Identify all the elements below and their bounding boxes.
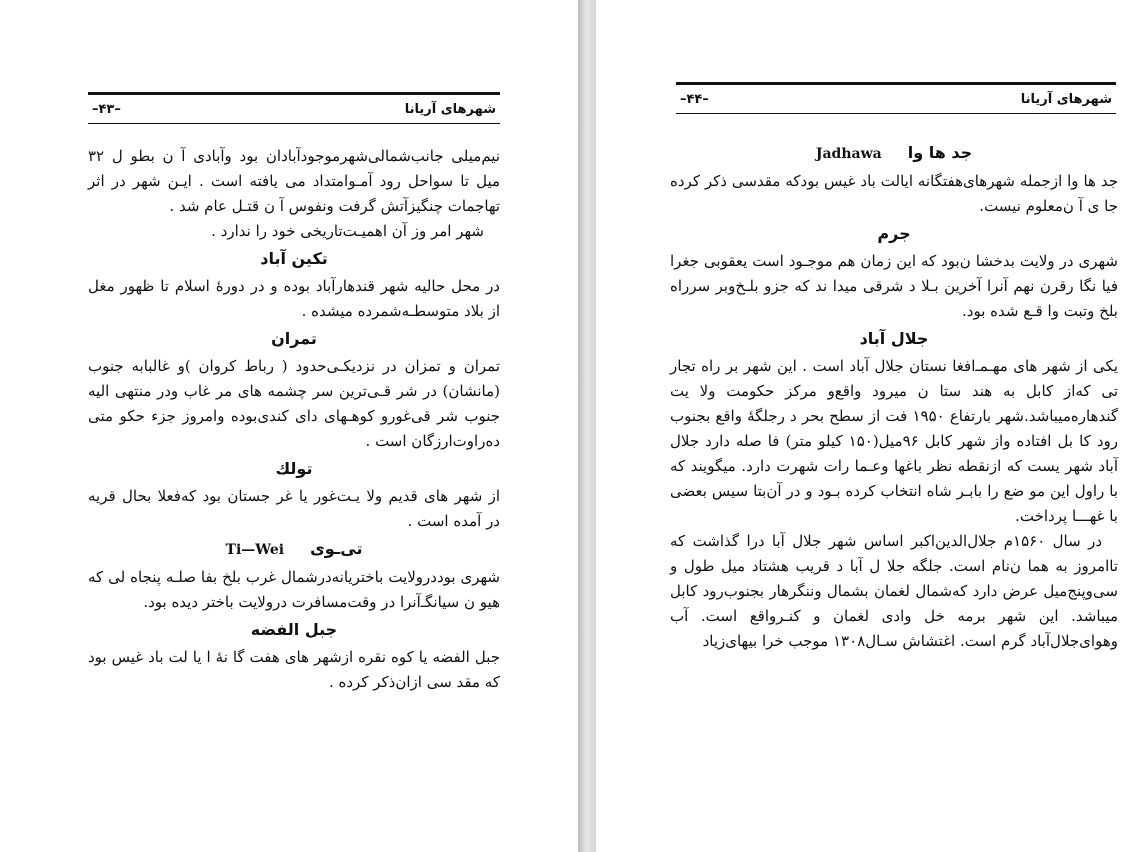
page-number: –۴۴– xyxy=(680,91,709,107)
heading-text: جلال آباد xyxy=(859,329,929,348)
heading-text: جبل الفضه xyxy=(250,620,338,639)
left-page-body xyxy=(88,144,500,695)
right-page-body xyxy=(670,138,1118,654)
paragraph: یکی از شهر های مهـمـ‌افغا نستان جلال آباد است . این شهر بر راه تجار تی که‌از کابل به هند ستا ن میرود واقع‌و مرکز حکومت ولا یت گندهاره‌میباشد.شهر بارتفاع ۱۹۵۰ فت از سطح بحر د رجلگهٔ واقع بجنوب رود کا بل افتاده واز شهر کابل ۹۶میل(۱۵۰ کیلو متر) فا صله دارد جلال آباد شهر یست که ازنقطه نظر باغها وعـما رات شهرت دارد. میگویند که با راول این مو ضع را بابـر شاه انتخاب کرده بـود و در آن‌بتا سیس بعضی با غهـــا پرداخت. xyxy=(670,357,1118,525)
running-title: شهرهای آریانا xyxy=(1020,91,1112,107)
section-heading xyxy=(88,536,500,563)
heading-text: جرم xyxy=(877,224,911,243)
heading-text: تکین آباد xyxy=(260,249,328,268)
section-heading xyxy=(670,326,1118,352)
page-number: –۴۳– xyxy=(92,101,121,117)
header-row xyxy=(88,95,500,123)
paragraph: شهری بوددرولایت باختریانه‌درشمال غرب بلخ بفا صلـه پنجاه لی که هیو ن سیانگـ‌آنرا در وقت‌مسافرت درولایت باختر دیده بود. xyxy=(88,568,500,611)
header-row xyxy=(676,85,1116,113)
header-rule-thin xyxy=(88,123,500,124)
paragraph: جبل الفضه یا کوه نقره ازشهر های هفت گا نهٔ ا یا لت باد غیس بود که مقد سی ازان‌ذکر کرده . xyxy=(88,648,500,691)
paragraph: نیم‌میلی جانب‌شمالی‌شهرموجودآبادان بود وآبادی آ ن بطو ل ۳۲ میل تا سواحل رود آمـو‌امتداد می یافته است . ایـن شهر در اثر تهاجمات چنگیزآتش گرفت ونفوس آ ن قتـل عام شد . xyxy=(88,147,500,215)
section-heading xyxy=(670,140,1118,167)
right-page xyxy=(596,0,1147,852)
heading-latin: Ti—Wei xyxy=(225,542,285,558)
section-heading xyxy=(88,246,500,272)
section-heading xyxy=(670,221,1118,247)
paragraph: جد ها وا ازجمله شهرهای‌هفتگانه ایالت باد غیس بودکه مقدسی ذکر کرده جا ی آ ن‌معلوم نیست. xyxy=(670,172,1118,215)
heading-text: جد ها وا xyxy=(907,143,973,162)
header-rule-thin xyxy=(676,113,1116,114)
heading-text: تی‌ـوی xyxy=(310,539,363,558)
paragraph: تمران و تمزان در نزدیکـی‌حدود ( رباط کروان )و غالبابه جنوب (مانشان) در شر قـی‌ترین سر چشمه های مر غاب ودر منتهی الیه جنوب شر قی‌غورو کوهـهای دای کندی‌بوده وامروز جزء حکو متی ده‌راوت‌ارزگان است . xyxy=(88,357,500,450)
section-heading xyxy=(88,456,500,482)
left-page-header xyxy=(88,92,500,124)
paragraph: شهری در ولایت بدخشا ن‌بود که این زمان هم موجـود است یعقوبی جغرا فیا نگا رقرن نهم آنرا آخرین بـلا د شرقی میدا ند که جزو بلـخ‌وبر سرراه بلخ وتبت وا قـع شده بود. xyxy=(670,252,1118,320)
book-gutter xyxy=(578,0,596,852)
running-title: شهرهای آریانا xyxy=(404,101,496,117)
paragraph: از شهر های قدیم ولا یـت‌غور یا غر جستان بود که‌فعلا بحال قریه در آمده است . xyxy=(88,487,500,530)
section-heading xyxy=(88,326,500,352)
paragraph: در سال ۱۵۶۰م جلال‌الدین‌اکبر اساس شهر جلال آبا درا گذاشت که تاامروز به هما ن‌نام است. جلگه جلا ل آبا د قریب هشتاد میل طول و سی‌وپنج‌میل عرض دارد که‌شمال لغمان بشمال وننگرهار بجنوب‌رود کابل میباشد. این شهر برمه خل وادی لغمان و کنـرواقع است. آب وهوای‌جلال‌آباد گرم است. اغتشاش سـال۱۳۰۸ موجب خرا بیهای‌زیاد xyxy=(670,532,1118,650)
heading-text: تولك xyxy=(275,459,313,478)
paragraph: شهر امر وز آن اهمیـت‌تاریخی خود را ندارد . xyxy=(211,222,484,240)
heading-latin: Jadhawa xyxy=(815,146,882,162)
section-heading xyxy=(88,617,500,643)
paragraph: در محل حالیه شهر قندهارآباد بوده و در دورهٔ اسلام تا ظهور مغل از بلاد متوسطـه‌شمرده میشده . xyxy=(88,277,500,320)
heading-text: تمران xyxy=(271,329,317,348)
right-page-header xyxy=(676,82,1116,114)
